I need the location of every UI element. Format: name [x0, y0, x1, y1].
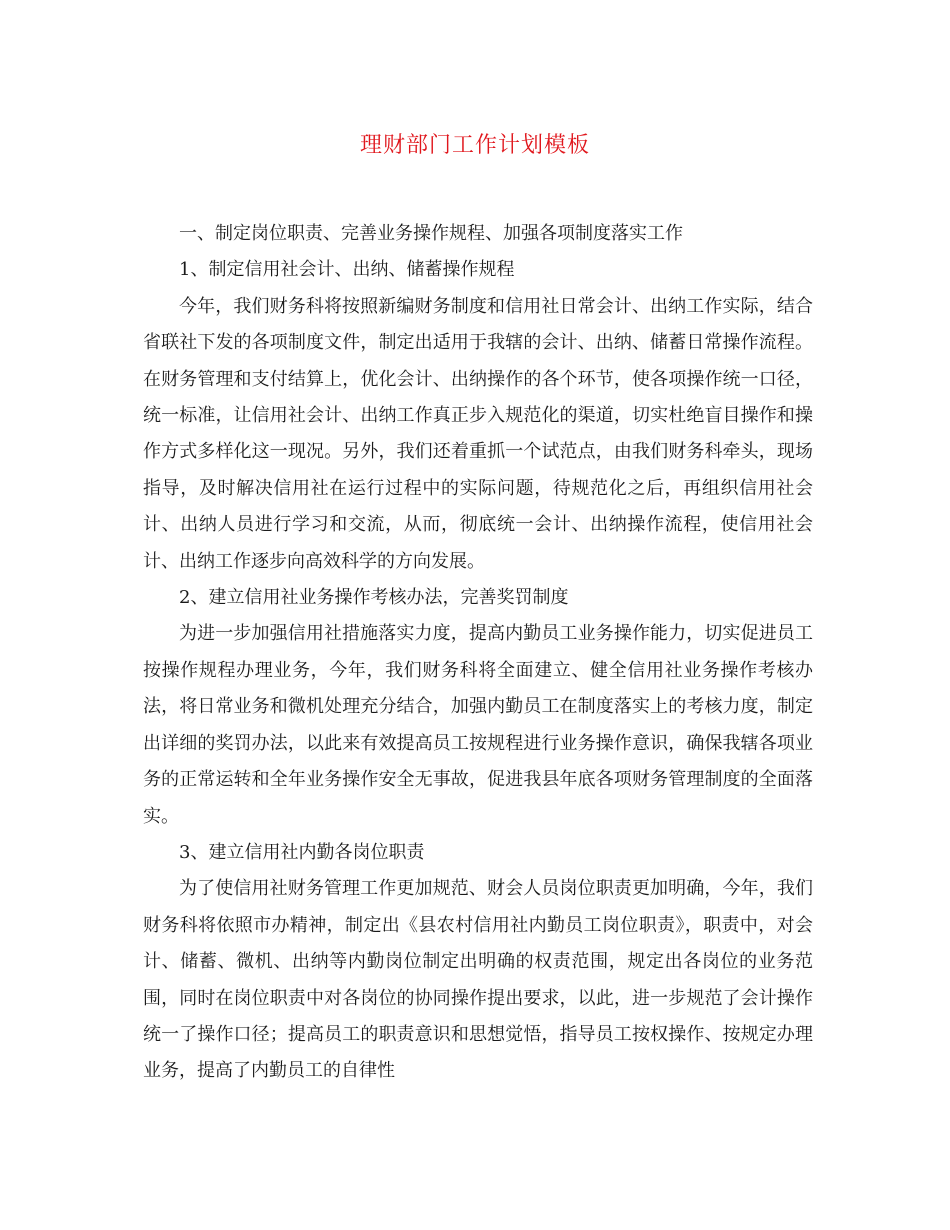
body-paragraph-1: 今年，我们财务科将按照新编财务制度和信用社日常会计、出纳工作实际，结合省联社下发的各项制度文件，制定出适用于我辖的会计、出纳、储蓄日常操作流程。在财务管理和支付结算上，优化会计、出纳操作的各个环节，使各项操作统一口径，统一标准，让信用社会计、出纳工作真正步入规范化的渠道，切实杜绝盲目操作和操作方式多样化这一现况。另外，我们还着重抓一个试范点，由我们财务科牵头，现场指导，及时解决信用社在运行过程中的实际问题，待规范化之后，再组织信用社会计、出纳人员进行学习和交流，从而，彻底统一会计、出纳操作流程，使信用社会计、出纳工作逐步向高效科学的方向发展。	[143, 295, 813, 572]
subsection-heading-1: 1、制定信用社会计、出纳、储蓄操作规程	[179, 259, 515, 281]
subsection-heading-2: 2、建立信用社业务操作考核办法，完善奖罚制度	[179, 587, 569, 609]
document-body	[143, 216, 813, 1090]
body-paragraph-3: 为了使信用社财务管理工作更加规范、财会人员岗位职责更加明确，今年，我们财务科将依照市办精神，制定出《县农村信用社内勤员工岗位职责》，职责中，对会计、储蓄、微机、出纳等内勤岗位制定出明确的权责范围，规定出各岗位的业务范围，同时在岗位职责中对各岗位的协同操作提出要求，以此，进一步规范了会计操作统一了操作口径；提高员工的职责意识和思想觉悟，指导员工按权操作、按规定办理业务，提高了内勤员工的自律性	[143, 878, 813, 1082]
document-title: 理财部门工作计划模板	[359, 133, 590, 158]
subsection-heading-3: 3、建立信用社内勤各岗位职责	[179, 841, 425, 863]
section-heading-1: 一、制定岗位职责、完善业务操作规程、加强各项制度落实工作	[179, 223, 683, 244]
body-paragraph-2: 为进一步加强信用社措施落实力度，提高内勤员工业务操作能力，切实促进员工按操作规程办理业务，今年，我们财务科将全面建立、健全信用社业务操作考核办法，将日常业务和微机处理充分结合，加强内勤员工在制度落实上的考核力度，制定出详细的奖罚办法，以此来有效提高员工按规程进行业务操作意识，确保我辖各项业务的正常运转和全年业务操作安全无事故，促进我县年底各项财务管理制度的全面落实。	[143, 623, 813, 827]
